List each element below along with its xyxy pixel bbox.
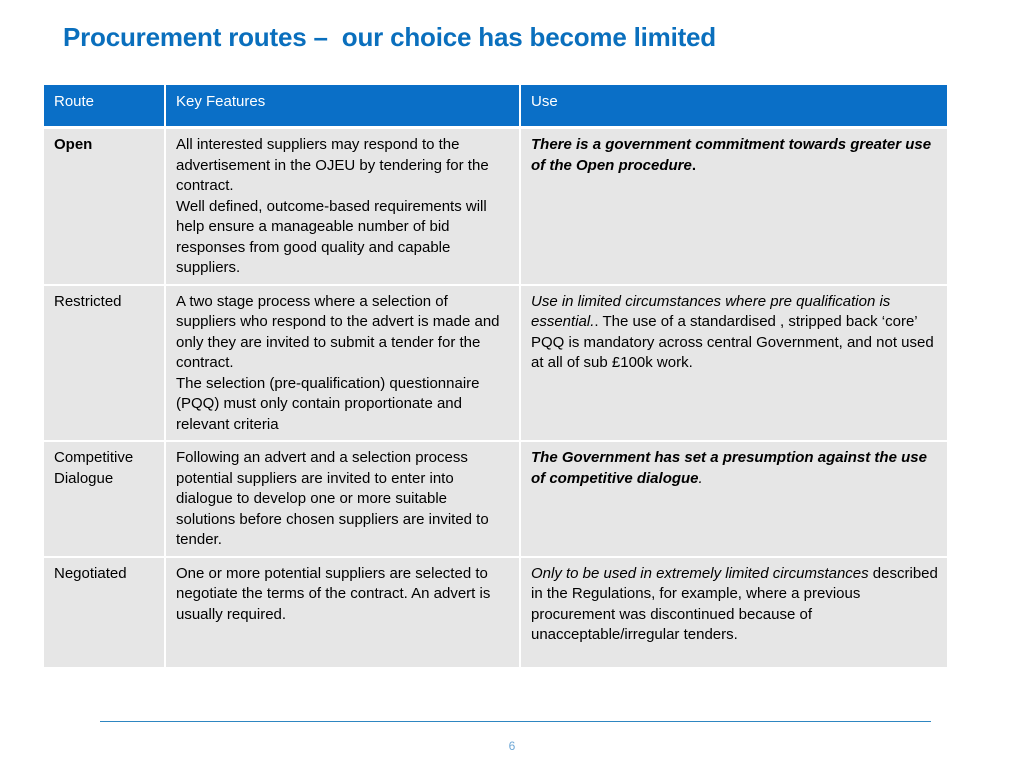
route-name: Negotiated	[54, 564, 127, 582]
route-cell	[44, 441, 165, 557]
header-key-features: Key Features	[165, 85, 520, 128]
features-cell	[165, 557, 520, 668]
feature-line: Following an advert and a selection process potential suppliers are invited to enter into dialogue to develop one or more suitable solutions before chosen suppliers are invited to tender.	[176, 449, 489, 548]
features-cell	[165, 285, 520, 442]
table-row-negotiated	[44, 557, 947, 668]
route-cell	[44, 557, 165, 668]
feature-line: Well defined, outcome-based requirements will help ensure a manageable number of bid responses from good quality and capable suppliers.	[176, 197, 487, 276]
use-text: .	[691, 156, 697, 174]
feature-line: All interested suppliers may respond to the advertisement in the OJEU by tendering for the contract.	[176, 136, 489, 194]
route-name: Open	[54, 136, 93, 153]
route-name: Restricted	[54, 292, 122, 310]
use-emphasis: Only to be used in extremely limited circumstances	[531, 564, 869, 582]
use-emphasis: Use in limited circumstances where pre qualification is essential.	[531, 292, 891, 330]
use-cell	[520, 285, 947, 442]
use-cell	[520, 128, 947, 285]
route-cell	[44, 285, 165, 442]
use-cell	[520, 557, 947, 668]
route-cell	[44, 128, 165, 285]
features-cell	[165, 441, 520, 557]
use-text: described in the Regulations, for example, where a previous procurement was discontinued because of unacceptable/irregular tenders.	[531, 564, 938, 643]
feature-line: A two stage process where a selection of suppliers who respond to the advert is made and only they are invited to submit a tender for the contract.	[176, 292, 500, 371]
use-text: . The use of a standardised , stripped back ‘core’ PQQ is mandatory across central Government, and not used at all of sub £100k work.	[531, 313, 934, 371]
use-emphasis: There is a government commitment towards greater use of the Open procedure	[531, 136, 932, 174]
footer-divider	[100, 721, 931, 722]
feature-line: The selection (pre-qualification) questionnaire (PQQ) must only contain proportionate and relevant criteria	[176, 374, 480, 433]
features-cell	[165, 128, 520, 285]
table-row-restricted	[44, 285, 947, 442]
header-use: Use	[520, 85, 947, 128]
table-row-competitive-dialogue	[44, 441, 947, 557]
table-row-open	[44, 128, 947, 285]
use-text: .	[698, 469, 703, 487]
page-title: Procurement routes – our choice has become limited	[63, 22, 716, 52]
use-cell	[520, 441, 947, 557]
use-emphasis: The Government has set a presumption against the use of competitive dialogue	[531, 449, 927, 487]
route-name: Competitive Dialogue	[54, 449, 134, 487]
table-header-row	[44, 85, 947, 128]
procurement-routes-table	[44, 85, 947, 669]
page-number: 6	[508, 739, 516, 753]
header-route: Route	[44, 85, 165, 128]
feature-line: One or more potential suppliers are selected to negotiate the terms of the contract. An advert is usually required.	[176, 564, 491, 623]
